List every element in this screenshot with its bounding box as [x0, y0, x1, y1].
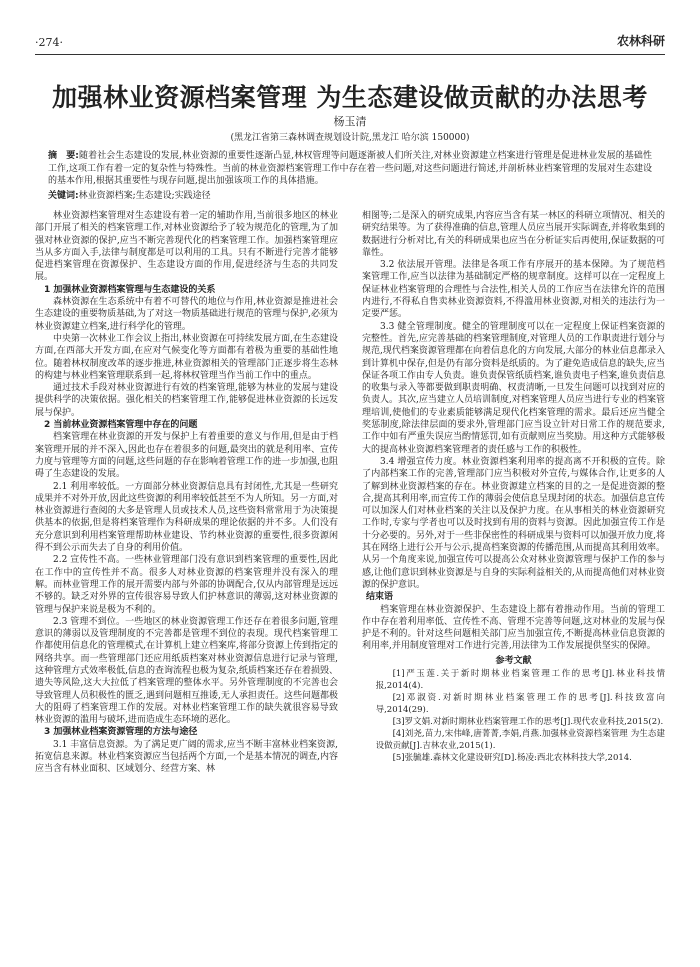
reference-item: [2]邓淑资.对新时期林业档案管理工作的思考[J].科技致富向导,2014(29).: [375, 692, 665, 715]
body-paragraph: 3.3 健全管理制度。健全的管理制度可以在一定程度上保证档案资源的完整性。首先,应完善基础的档案管理制度,对管理人员的工作职责进行划分与规范,现代档案资源管理都在向着信息化的方向发展,大部分的林业信息都录入到计算机中保存,但是仍有部分资料是纸质的。为了避免造成信息的缺失,应当保证各项工作由专人负责。谁负责保管纸质档案,谁负责电子档案,谁负责信息的收集与录入等都要做到职责明确、权责清晰,一旦发生问题可以找到对应的负责人。其次,应当建立人员培训制度,对档案管理人员应当进行专业的档案管理培训,使他们的专业素质能够满足现代化档案管理的需求。最后还应当健全奖惩制度,除法律层面的要求外,管理部门应当设立针对日常工作的规范要求,工作中如有严重失误应当酌情惩罚,如有贡献则应当奖励。用这种方式能够极大的提高林业资源档案管理者的责任感与工作的积极性。: [362, 321, 665, 455]
body-paragraph: 3.2 依法展开管理。法律是各项工作有序展开的基本保障。为了规范档案管理工作,应当以法律为基础制定严格的规章制度。这样可以在一定程度上保证林业档案管理的合理性与合法性,相关人员的工作应当在法律允许的范围内进行,不得私自售卖林业资源资料,不得滥用林业资源,对相关的违法行为一定要严惩。: [362, 260, 665, 320]
body-paragraph: 通过技术手段对林业资源进行有效的档案管理,能够为林业的发展与建设提供科学的决策依据。强化相关的档案管理工作,能够促进林业资源的长远发展与保护。: [35, 383, 338, 418]
section-heading: 1 加强林业资源档案管理与生态建设的关系: [44, 284, 216, 295]
running-header: [35, 32, 665, 52]
body-column-right: [362, 210, 665, 764]
body-paragraph: 3.1 丰富信息资源。为了满足更广阔的需求,应当不断丰富林业档案资源,拓宽信息来源。林业档案资源应当包括两个方面,一个是基本情况的调查,内容应当含有林业面积、区域划分、经营方案、林: [35, 739, 338, 775]
body-paragraph: 3.4 增强宣传力度。林业资源档案利用率的提高离不开积极的宣传。除了内部档案工作的完善,管理部门应当积极对外宣传,与媒体合作,让更多的人了解到林业资源档案的存在。林业资源建立档案的目的之一是促进资源的整合,提高其利用率,而宣传工作的薄弱会使信息呈现封闭的状态。加强信息宣传可以加深人们对林业档案的关注以及保护力度。在从事相关的林业资源研究工作时,专家与学者也可以及时找到有用的资料与资源。因此加强宣传工作是十分必要的。另外,对于一些非保密性的科研成果与资料可以加强开放力度,将其在网络上进行公开与公示,提高档案资源的传播范围,从而提高其利用效率。从另一个角度来说,加强宣传可以提高公众对林业资源管理与保护工作的参与感,让他们意识到林业资源是与自身的实际利益相关的,从而提高他们对林业资源的保护意识。: [362, 456, 665, 590]
body-paragraph: 森林资源在生态系统中有着不可替代的地位与作用,林业资源是推进社会生态建设的重要物质基础,为了对这一物质基础进行规范的管理与保护,必须为林业资源建立档案,进行科学化的管理。: [35, 297, 338, 332]
keywords-label: 关键词:: [48, 191, 79, 201]
section-heading: 2 当前林业资源档案管理中存在的问题: [44, 420, 198, 431]
body-paragraph: 2.3 管理不到位。一些地区的林业资源管理工作还存在着很多问题,管理意识的薄弱以及管理制度的不完善都是管理不到位的表现。现代档案管理工作都使用信息化的管理模式,在计算机上建立档案库,将部分资源上传到指定的网络共享。而一些管理部门还应用纸质档案对林业资源信息进行记录与管理,这种管理方式效率极低,信息的查询流程也极为复杂,纸质档案还存在着损毁、遗失等风险,这大大拉低了档案管理的整体水平。另外管理制度的不完善也会导致管理人员积极性的匮乏,遇到问题相互推诿,无人承担责任。这些问题都极大的阻碍了档案管理工作的发展。对林业档案管理工作的缺失就很容易导致林业资源的滥用与破坏,进而造成生态环境的恶化。: [35, 616, 338, 726]
subsection-paragraph: 2.1 利用率较低。一方面部分林业资源信息具有封闭性,尤其是一些研究成果并不对外开放,因此这些资源的利用率较低甚至不为人所知。另一方面,对林业资源进行查阅的大多是管理人员或技术人员,这些资料常常用于为决策提供基本的依据,但是将档案管理作为科研成果的理论依据的并不多。人们没有充分意识到利用档案管理帮助林业建设、节约林业资源的重要性,很多资源闲得不到公示而失去了自身的利用价值。: [35, 481, 338, 554]
body-paragraph: 2.2 宣传性不高。一些林业管理部门没有意识到档案管理的重要性,因此在工作中的宣传性并不高。很多人对林业资源的档案管理并没有深入的理解。而林业管理工作的展开需要内部与外部的协调配合,仅从内部管理是远远不够的。缺乏对外界的宣传很容易导致人们护林意识的薄弱,这对林业资源的管理与保护来说是极为不利的。: [35, 555, 338, 615]
abstract: [48, 150, 652, 188]
keywords-text: 林业资源档案;生态建设;实践途径: [78, 191, 211, 201]
section-heading: 3 加强林业档案资源管理的方法与途径: [44, 727, 198, 738]
author-name: 杨玉清: [333, 115, 367, 128]
page-number: ·274·: [35, 36, 63, 49]
abstract-text: 随着社会生态建设的发展,林业资源的重要性逐渐凸显,林权管理等问题逐渐被人们所关注,对林业资源建立档案进行管理是促进林业发展的基础性工作,这项工作有着一定的复杂性与特殊性。当前的林业资源档案管理工作中存在着一些问题,对这些问题进行简述,并剖析林业档案管理的发展对生态建设的基本作用,根据其重要性与现存问题,提出加强该项工作的具体措施。: [48, 151, 652, 187]
keywords: [48, 190, 652, 202]
body-paragraph: 档案管理在林业资源保护、生态建设上都有着推动作用。当前的管理工作中存在着利用率低、宣传性不高、管理不完善等问题,这对林业的发展与保护是不利的。针对这些问题相关部门应当加强宣传,不断提高林业信息资源的利用率,并用制度管理对工作进行完善,用法律为工作发展提供坚实的保障。: [362, 604, 665, 652]
body-paragraph: 档案管理在林业资源的开发与保护上有着重要的意义与作用,但是由于档案管理开展的并不深入,因此也存在着很多的问题,最突出的就是利用率、宣传力度与管理等方面的问题,这些问题的存在影响着管理工作的进一步加强,也阻碍了生态建设的发展。: [35, 432, 338, 480]
reference-item: [1]严玉莲.关于新时期林业档案管理工作的思考[J].林业科技情报,2014(4).: [375, 668, 665, 691]
body-column-left: [35, 210, 338, 776]
reference-item: [4]刘尧,苗力,宋伟峰,唐菁菁,李娟,肖燕.加强林业资源档案管理 为生态建设做贡献[J].吉林农业,2015(1).: [375, 728, 665, 751]
journal-name: 农林科研: [616, 34, 665, 48]
body-paragraph: 林业资源档案管理对生态建设有着一定的辅助作用,当前很多地区的林业部门开展了相关的档案管理工作,对林业资源给予了较为规范化的管理,为了加强对林业资源的保护,应当不断完善现代化的档案管理工作。加强档案管理应当从多方面入手,法律与制度都是可以利用的工具。只有不断进行完善才能够促进档案管理在资源保护、生态建设方面的作用,促进经济与生态的共同发展。: [35, 211, 338, 283]
references-heading: 参考文献: [495, 655, 532, 666]
author-affiliation: (黑龙江省第三森林调查规划设计院,黑龙江 哈尔滨 150000): [230, 133, 470, 143]
body-paragraph: 相图等;二是深入的研究成果,内容应当含有某一林区的科研立项情况、相关的研究结果等。为了获得准确的信息,管理人员应当展开实际调查,并将收集到的数据进行分析对比,有关的科研成果也应当在分析证实后再使用,保证数据的可靠性。: [362, 211, 665, 258]
article-title: 加强林业资源档案管理 为生态建设做贡献的办法思考: [52, 83, 648, 112]
header-rule: [35, 54, 665, 55]
reference-item: [5]张毓雄.森林文化建设研究[D].杨凌:西北农林科技大学,2014.: [392, 752, 632, 763]
reference-item: [3]罗文娟.对新时期林业档案管理工作的思考[J].现代农业科技,2015(2).: [392, 716, 664, 727]
body-paragraph: 中央第一次林业工作会议上指出,林业资源在可持续发展方面,在生态建设方面,在西部大开发方面,在应对气候变化等方面都有着极为重要的基础性地位。随着林权制度改革的逐步推进,林业资源相关的管理部门正逐步将生态林的构建与林业档案管理联系到一起,将林权管理当作当前工作中的重点。: [35, 333, 338, 381]
abstract-label: 摘 要:: [48, 151, 79, 161]
conclusion-heading: 结束语: [366, 592, 394, 603]
